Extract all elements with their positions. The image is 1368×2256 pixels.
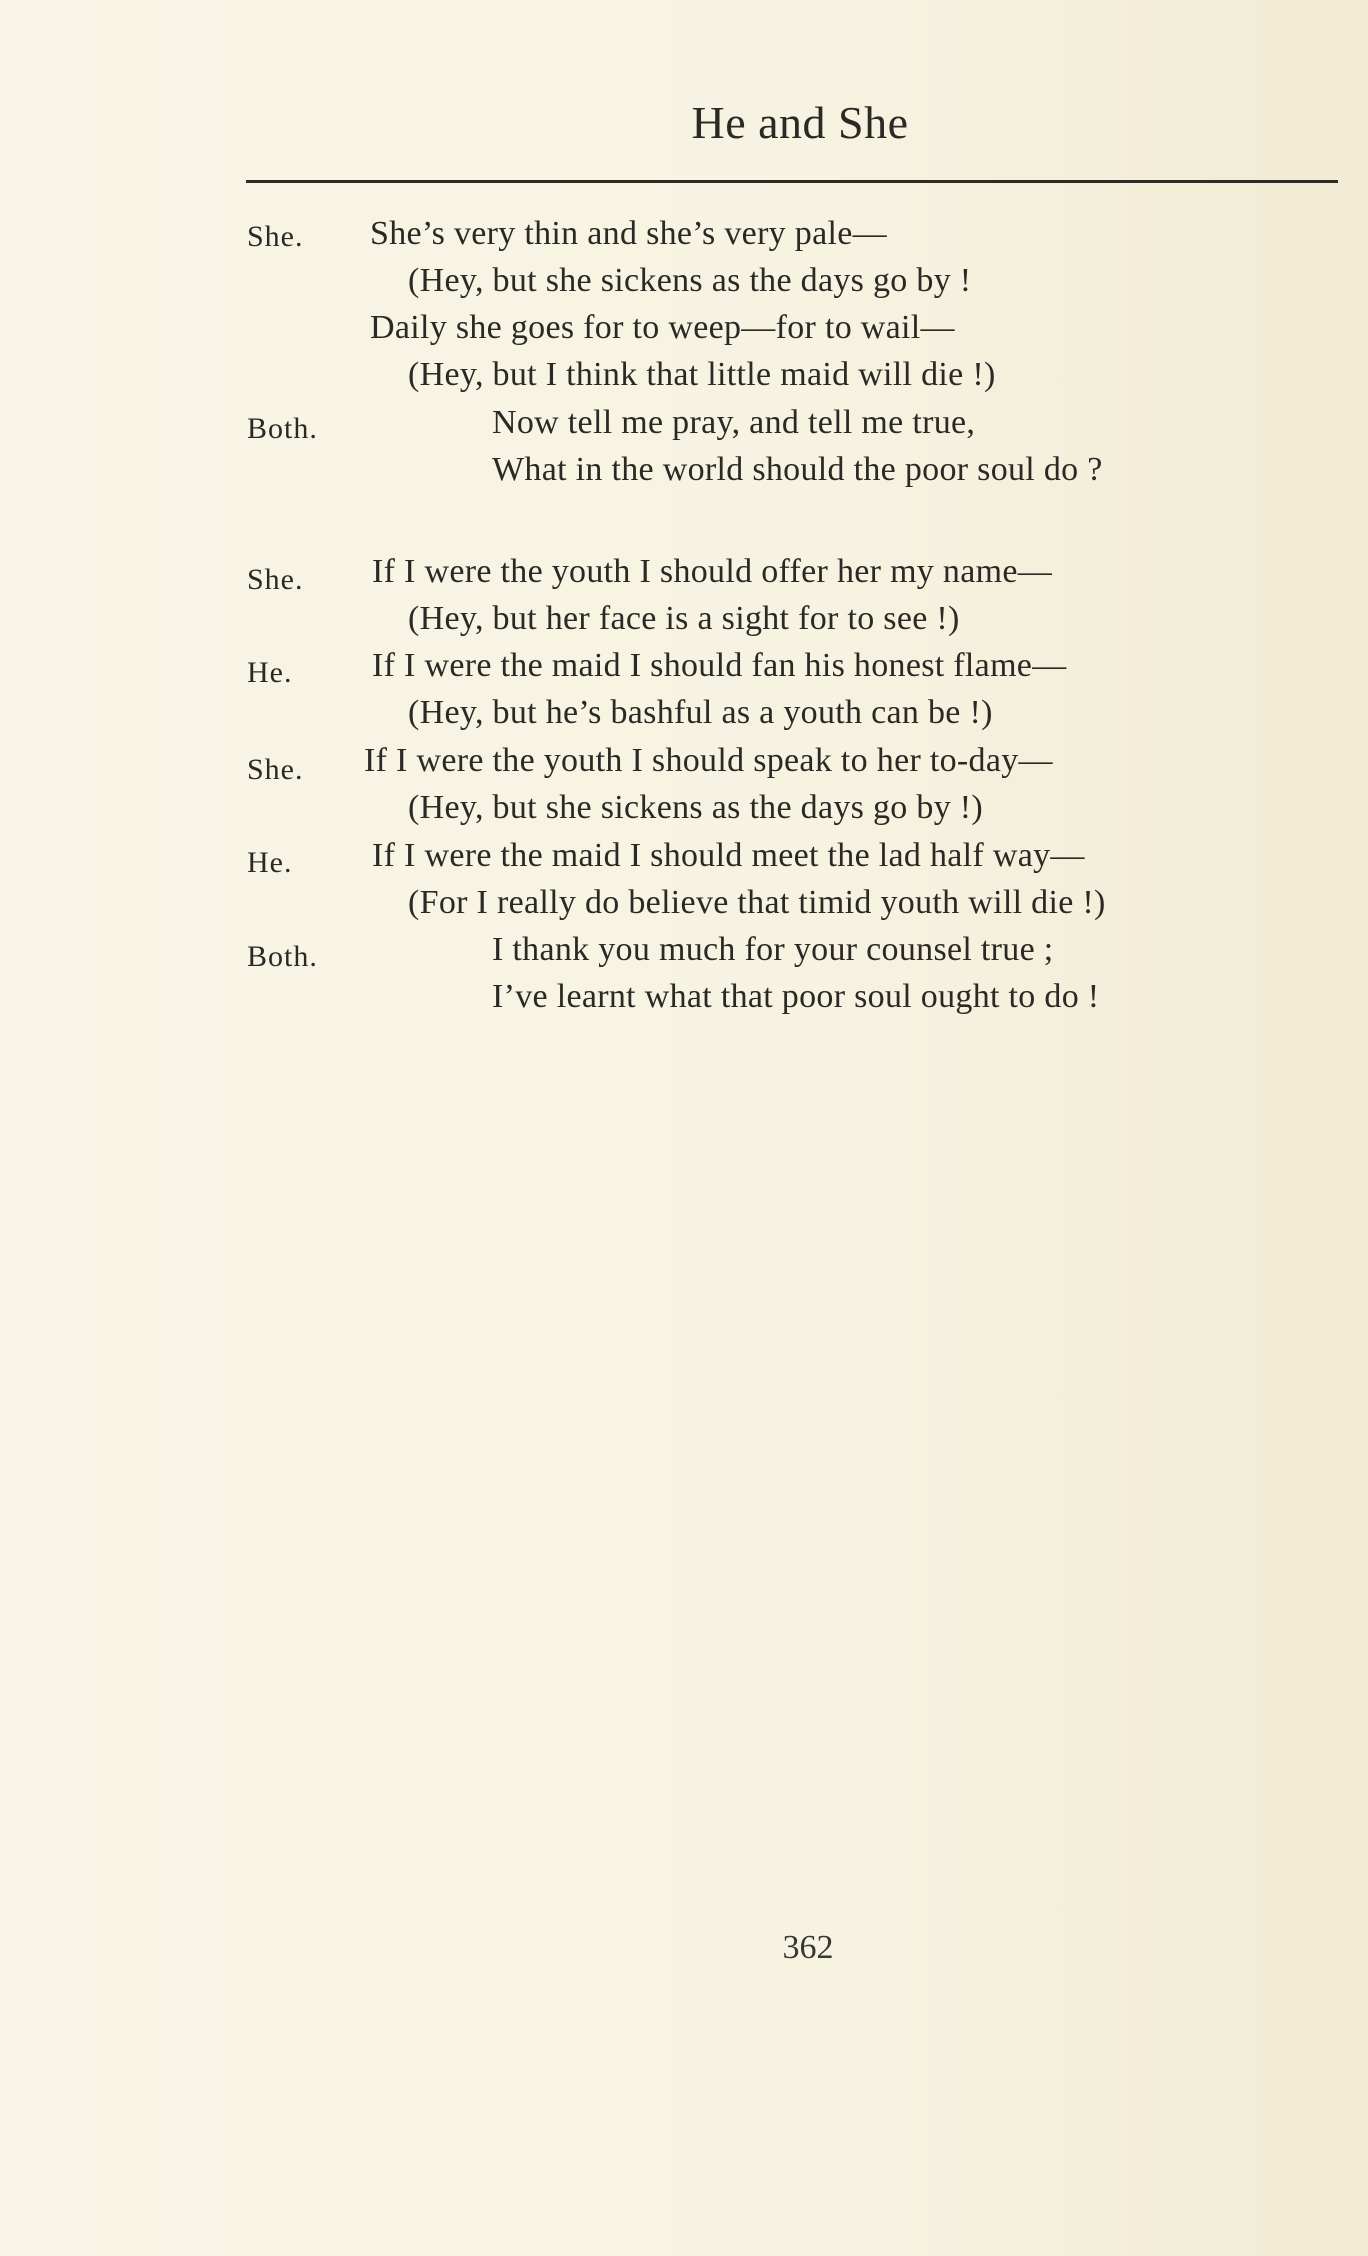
speaker-label: He. bbox=[247, 846, 293, 879]
verse-line: If I were the maid I should meet the lad half way— bbox=[372, 837, 1085, 874]
speaker-label: She. bbox=[247, 220, 304, 253]
speaker-label: Both. bbox=[247, 940, 318, 973]
header-rule bbox=[246, 180, 1338, 183]
verse-line: (Hey, but I think that little maid will die !) bbox=[408, 356, 996, 393]
verse-line: She’s very thin and she’s very pale— bbox=[370, 215, 887, 252]
verse-line: (Hey, but he’s bashful as a youth can be !) bbox=[408, 694, 993, 731]
speaker-label: Both. bbox=[247, 412, 318, 445]
speaker-label: She. bbox=[247, 753, 304, 786]
verse-line: I’ve learnt what that poor soul ought to do ! bbox=[492, 978, 1100, 1015]
verse-line: If I were the youth I should offer her my name— bbox=[372, 553, 1053, 590]
verse-line: (Hey, but she sickens as the days go by !) bbox=[408, 789, 984, 826]
verse-line: (For I really do believe that timid youth will die !) bbox=[408, 884, 1106, 921]
verse-line: (Hey, but her face is a sight for to see !) bbox=[408, 600, 960, 637]
verse-line: If I were the youth I should speak to her to-day— bbox=[364, 742, 1053, 779]
page-number: 362 bbox=[782, 1929, 834, 1966]
running-head: He and She bbox=[691, 97, 909, 148]
verse-line: Daily she goes for to weep—for to wail— bbox=[370, 309, 955, 346]
verse-line: If I were the maid I should fan his honest flame— bbox=[372, 647, 1067, 684]
speaker-label: She. bbox=[247, 563, 304, 596]
speaker-label: He. bbox=[247, 656, 293, 689]
verse-line: Now tell me pray, and tell me true, bbox=[492, 404, 976, 441]
verse-line: (Hey, but she sickens as the days go by ! bbox=[408, 262, 972, 299]
verse-line: I thank you much for your counsel true ; bbox=[492, 931, 1054, 968]
verse-line: What in the world should the poor soul do ? bbox=[492, 451, 1103, 488]
